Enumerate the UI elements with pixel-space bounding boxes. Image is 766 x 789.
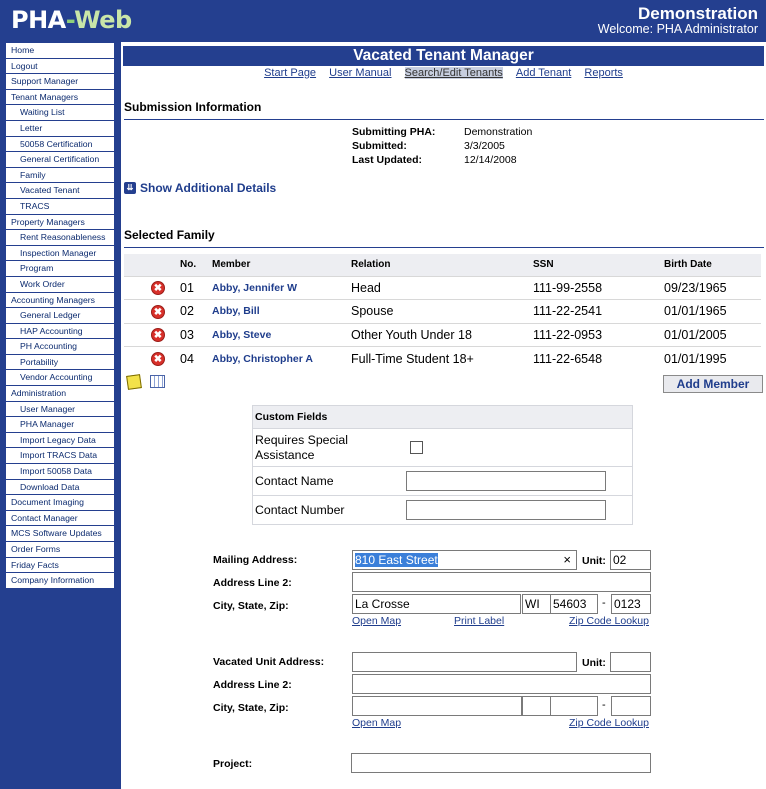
contact-name-field[interactable] bbox=[406, 471, 606, 491]
col-ssn: SSN bbox=[533, 254, 664, 276]
mailing-csz-label: City, State, Zip: bbox=[213, 600, 289, 612]
mailing-state-field[interactable]: WI bbox=[522, 594, 551, 614]
sidebar-item-program[interactable]: Program bbox=[6, 261, 114, 277]
mailing-zip-lookup-link[interactable]: Zip Code Lookup bbox=[569, 615, 649, 627]
vacated-zip-separator: - bbox=[602, 699, 606, 711]
mailing-unit-field[interactable]: 02 bbox=[610, 550, 651, 570]
mailing-line2-field[interactable] bbox=[352, 572, 651, 592]
table-row bbox=[124, 276, 761, 300]
member-relation: Spouse bbox=[351, 300, 533, 324]
clear-icon[interactable]: × bbox=[563, 552, 571, 567]
member-name-link[interactable]: Abby, Bill bbox=[212, 300, 351, 324]
zip-separator: - bbox=[602, 597, 606, 609]
member-number: 01 bbox=[180, 276, 212, 300]
sidebar-item-tracs[interactable]: TRACS bbox=[6, 199, 114, 215]
sidebar-item-contact-manager[interactable]: Contact Manager bbox=[6, 511, 114, 527]
member-relation: Head bbox=[351, 276, 533, 300]
table-row bbox=[124, 347, 761, 371]
submitting-pha-row: Submitting PHA: Demonstration bbox=[352, 126, 533, 138]
mailing-unit-label: Unit: bbox=[582, 555, 606, 567]
member-ssn: 111-22-2541 bbox=[533, 300, 664, 324]
member-birth-date: 01/01/2005 bbox=[664, 323, 761, 347]
project-field[interactable] bbox=[351, 753, 651, 773]
delete-cell bbox=[124, 276, 180, 300]
main-content bbox=[121, 42, 766, 789]
show-additional-details-link[interactable]: ⇊ Show Additional Details bbox=[124, 181, 276, 195]
sidebar-item-administration[interactable]: Administration bbox=[6, 386, 114, 402]
member-name-link[interactable]: Abby, Jennifer W bbox=[212, 276, 351, 300]
mailing-address-field[interactable]: 810 East Street × bbox=[352, 550, 577, 570]
contact-name-row bbox=[253, 466, 632, 495]
contact-number-row bbox=[253, 495, 632, 524]
sidebar-item-work-order[interactable]: Work Order bbox=[6, 277, 114, 293]
add-member-button[interactable]: Add Member bbox=[663, 375, 763, 393]
delete-cell bbox=[124, 347, 180, 371]
print-label-link[interactable]: Print Label bbox=[454, 615, 505, 627]
project-label: Project: bbox=[213, 758, 253, 770]
sidebar-item-user-manager[interactable]: User Manager bbox=[6, 402, 114, 418]
sidebar-item-letter[interactable]: Letter bbox=[6, 121, 114, 137]
special-assistance-label: Requires Special Assistance bbox=[255, 433, 348, 462]
delete-member-icon[interactable]: ✖ bbox=[151, 305, 165, 319]
vacated-address-field[interactable] bbox=[352, 652, 577, 672]
member-ssn: 111-22-0953 bbox=[533, 323, 664, 347]
vacated-line2-field[interactable] bbox=[352, 674, 651, 694]
member-number: 04 bbox=[180, 347, 212, 371]
member-name-link[interactable]: Abby, Steve bbox=[212, 323, 351, 347]
sidebar-item-order-forms[interactable]: Order Forms bbox=[6, 542, 114, 558]
delete-member-icon[interactable]: ✖ bbox=[151, 328, 165, 342]
app-header bbox=[0, 0, 766, 42]
calendar-icon[interactable] bbox=[150, 375, 165, 388]
vacated-zip4-field[interactable] bbox=[611, 696, 651, 716]
submission-heading: Submission Information bbox=[124, 100, 764, 120]
nav-reports[interactable]: Reports bbox=[584, 67, 623, 79]
sidebar-item-download-data[interactable]: Download Data bbox=[6, 480, 114, 496]
col-birth-date: Birth Date bbox=[664, 254, 761, 276]
sidebar-item-family[interactable]: Family bbox=[6, 168, 114, 184]
nav-search-edit-tenants[interactable]: Search/Edit Tenants bbox=[404, 67, 503, 79]
contact-number-field[interactable] bbox=[406, 500, 606, 520]
selected-family-heading: Selected Family bbox=[124, 228, 764, 248]
vacated-zip-field[interactable] bbox=[550, 696, 598, 716]
vacated-state-field[interactable] bbox=[522, 696, 551, 716]
sidebar-item-document-imaging[interactable]: Document Imaging bbox=[6, 495, 114, 511]
vacated-unit-label: Unit: bbox=[582, 657, 606, 669]
member-ssn: 111-99-2558 bbox=[533, 276, 664, 300]
sidebar-item-ph-accounting[interactable]: PH Accounting bbox=[6, 339, 114, 355]
contact-name-label: Contact Name bbox=[255, 474, 334, 488]
delete-member-icon[interactable]: ✖ bbox=[151, 352, 165, 366]
sidebar-item-logout[interactable]: Logout bbox=[6, 59, 114, 75]
welcome-text: Welcome: PHA Administrator bbox=[597, 22, 758, 36]
submitted-row: Submitted: 3/3/2005 bbox=[352, 140, 505, 152]
sidebar-item-home[interactable]: Home bbox=[6, 43, 114, 59]
sidebar-item-rent-reasonableness[interactable]: Rent Reasonableness bbox=[6, 230, 114, 246]
sidebar-item-vacated-tenant[interactable]: Vacated Tenant bbox=[6, 183, 114, 199]
sidebar-item-property-managers[interactable]: Property Managers bbox=[6, 215, 114, 231]
vacated-line2-label: Address Line 2: bbox=[213, 679, 292, 691]
sidebar-item-general-ledger[interactable]: General Ledger bbox=[6, 308, 114, 324]
contact-number-label: Contact Number bbox=[255, 503, 345, 517]
delete-cell bbox=[124, 300, 180, 324]
nav-add-tenant[interactable]: Add Tenant bbox=[515, 67, 572, 79]
member-birth-date: 09/23/1965 bbox=[664, 276, 761, 300]
member-relation: Other Youth Under 18 bbox=[351, 323, 533, 347]
mailing-city-field[interactable]: La Crosse bbox=[352, 594, 521, 614]
member-birth-date: 01/01/1965 bbox=[664, 300, 761, 324]
sidebar-item-support-manager[interactable]: Support Manager bbox=[6, 74, 114, 90]
last-updated-row: Last Updated: 12/14/2008 bbox=[352, 154, 517, 166]
mailing-open-map-link[interactable]: Open Map bbox=[352, 615, 402, 627]
family-table bbox=[124, 254, 761, 370]
sidebar-item-import-legacy-data[interactable]: Import Legacy Data bbox=[6, 433, 114, 449]
table-header-row bbox=[124, 254, 761, 276]
nav-user-manual[interactable]: User Manual bbox=[329, 67, 392, 79]
sidebar-item-pha-manager[interactable]: PHA Manager bbox=[6, 417, 114, 433]
sidebar-item-accounting-managers[interactable]: Accounting Managers bbox=[6, 293, 114, 309]
col-member: Member bbox=[212, 254, 351, 276]
mailing-zip4-field[interactable]: 0123 bbox=[611, 594, 651, 614]
member-ssn: 111-22-6548 bbox=[533, 347, 664, 371]
table-row bbox=[124, 323, 761, 347]
pha-web-logo[interactable]: PHA-Web bbox=[11, 6, 132, 34]
sidebar-item-company-information[interactable]: Company Information bbox=[6, 573, 114, 589]
sidebar-nav bbox=[5, 42, 115, 590]
sidebar-item-portability[interactable]: Portability bbox=[6, 355, 114, 371]
vacated-unit-field[interactable] bbox=[610, 652, 651, 672]
page-title: Vacated Tenant Manager bbox=[123, 46, 764, 66]
member-birth-date: 01/01/1995 bbox=[664, 347, 761, 371]
mailing-address-label: Mailing Address: bbox=[213, 554, 298, 566]
member-number: 03 bbox=[180, 323, 212, 347]
sidebar-item-friday-facts[interactable]: Friday Facts bbox=[6, 558, 114, 574]
member-number: 02 bbox=[180, 300, 212, 324]
sidebar-item-waiting-list[interactable]: Waiting List bbox=[6, 105, 114, 121]
top-nav bbox=[121, 67, 766, 79]
member-relation: Full-Time Student 18+ bbox=[351, 347, 533, 371]
family-tools bbox=[127, 375, 165, 389]
sidebar-item-mcs-software-updates[interactable]: MCS Software Updates bbox=[6, 526, 114, 542]
vacated-address-label: Vacated Unit Address: bbox=[213, 656, 325, 668]
sidebar-item-50058-certification[interactable]: 50058 Certification bbox=[6, 137, 114, 153]
sidebar-item-vendor-accounting[interactable]: Vendor Accounting bbox=[6, 370, 114, 386]
col-relation: Relation bbox=[351, 254, 533, 276]
nav-start-page[interactable]: Start Page bbox=[264, 67, 317, 79]
special-assistance-row bbox=[253, 428, 632, 466]
special-assistance-checkbox[interactable] bbox=[410, 441, 423, 454]
vacated-open-map-link[interactable]: Open Map bbox=[352, 717, 402, 729]
vacated-zip-lookup-link[interactable]: Zip Code Lookup bbox=[569, 717, 649, 729]
delete-member-icon[interactable]: ✖ bbox=[151, 281, 165, 295]
sidebar-item-import-tracs-data[interactable]: Import TRACS Data bbox=[6, 448, 114, 464]
sidebar-item-inspection-manager[interactable]: Inspection Manager bbox=[6, 246, 114, 262]
delete-cell bbox=[124, 323, 180, 347]
organization-name: Demonstration bbox=[638, 4, 758, 23]
custom-fields-panel bbox=[252, 405, 633, 525]
note-icon[interactable] bbox=[126, 374, 142, 390]
sidebar-item-hap-accounting[interactable]: HAP Accounting bbox=[6, 324, 114, 340]
sidebar-item-general-certification[interactable]: General Certification bbox=[6, 152, 114, 168]
col-no: No. bbox=[180, 254, 212, 276]
chevron-down-icon: ⇊ bbox=[124, 182, 136, 194]
vacated-city-field[interactable] bbox=[352, 696, 522, 716]
vacated-csz-label: City, State, Zip: bbox=[213, 702, 289, 714]
table-row bbox=[124, 300, 761, 324]
mailing-line2-label: Address Line 2: bbox=[213, 577, 292, 589]
custom-fields-heading: Custom Fields bbox=[253, 406, 632, 428]
mailing-zip-field[interactable]: 54603 bbox=[550, 594, 598, 614]
sidebar-item-tenant-managers[interactable]: Tenant Managers bbox=[6, 90, 114, 106]
member-name-link[interactable]: Abby, Christopher A bbox=[212, 347, 351, 371]
sidebar-item-import-50058-data[interactable]: Import 50058 Data bbox=[6, 464, 114, 480]
